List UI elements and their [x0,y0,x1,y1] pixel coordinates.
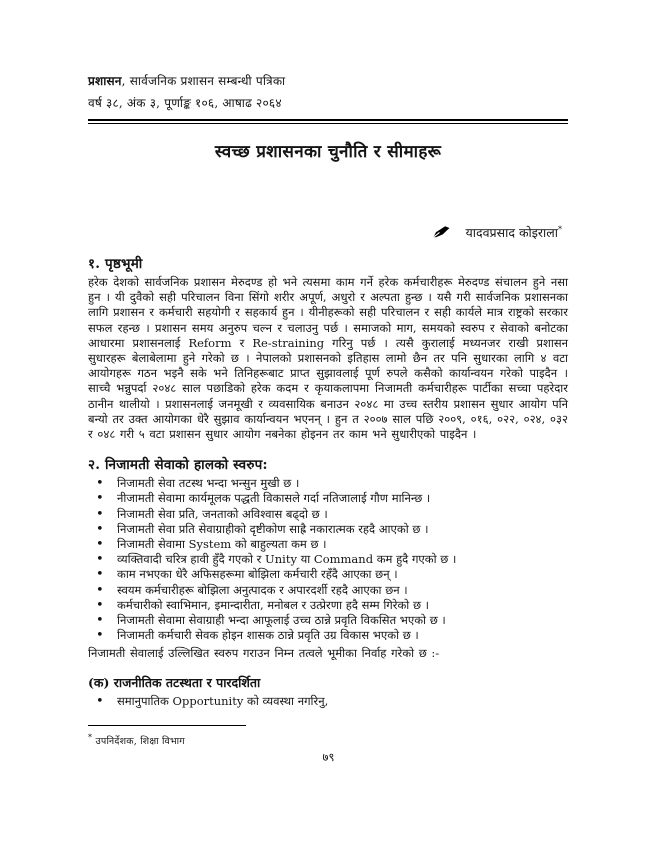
list-item: • निजामती सेवा प्रति सेवाग्राहीको दृष्टीकोण साह्रै नकारात्मक रहदै आएको छ । [88,522,568,537]
section-heading-background: १. पृष्ठभूमी [88,256,143,272]
list-item: • स्वयम कर्मचारीहरू बोझिला अनुत्पादक र अपारदर्शी रहदै आएका छन । [88,583,568,598]
pen-icon [432,224,453,241]
document-page [88,0,568,747]
journal-name-line [88,70,568,92]
list-item: • काम नभएका धेरै अफिसहरूमा बोझिला कर्मचारी रहँदै आएका छन् । [88,567,568,582]
background-paragraph: हरेक देशको सार्वजनिक प्रशासन मेरुदण्ड हो भने त्यसमा काम गर्ने हरेक कर्मचारीहरू मेरुदण्ड संचालन हुने नसा हुन । यी दुवैको सही परिचालन विना सिंगो शरीर अपूर्ण, अधुरो र अल्पता हुन्छ । यसै गरी सार्वजनिक प्रशासनका लागि प्रशासन र कर्मचारी सहयोगी र सहकार्य हुन । यीनीहरूको सही परिचालन र सही कार्यले मात्र राष्ट्रको सरकार सफल रहन्छ । प्रशासन समय अनुरुप चल्न र चलाउनु पर्छ । समाजको माग, समयको स्वरुप र सेवाको बनोटका आधारमा प्रशासनलाई Reform र Re-straining गरिनु पर्छ । त्यसै कुरालाई मध्यनजर राखी प्रशासन सुधारहरू बेलाबेलामा हुने गरेको छ । नेपालको प्रशासनको इतिहास लामो छैन तर पनि सुधारका लागि ४ वटा आयोगहरू गठन भइनै सके भने तिनिहरूबाट प्राप्त सुझावलाई पूर्ण रुपले कसैको कार्यान्वयन गरेको पाइदैन । साच्चै भन्नुपर्दा २०४८ साल पछाडिको हरेक कदम र कृयाकलापमा निजामती कर्मचारीहरू पार्टीका सच्चा पहरेदार ठानीन थालीयो । प्रशासनलाई जनमूखी र व्यवसायिक बनाउन २०४८ मा उच्च स्तरीय प्रशासन सुधार आयोग पनि बन्यो तर उक्त आयोगका धेरै सुझाव कार्यान्वयन भएनन् । हुन त २००७ साल पछि २००९, ०१६, ०२२, ०२४, ०३२ र ०४८ गरी ५ वटा प्रशासन सुधार आयोग नबनेका होइनन तर काम भने सुधारीएको पाइदैन । [88,275,568,442]
sub-heading-factor-a: (क) राजनीतिक तटस्थता र पारदर्शिता [88,674,261,690]
footnote-text: उपनिर्देशक, शिक्षा विभाग [95,736,185,748]
list-item: • निजामती सेवा प्रति, जनताको अविश्वास बढ्दो छ । [88,507,568,522]
journal-subtitle: , सार्वजनिक प्रशासन सम्बन्धी पत्रिका [121,74,286,88]
footnote-marker: * [88,732,93,742]
list-item: • समानुपातिक Opportunity को व्यवस्था नगरिनु, [88,694,568,709]
journal-name: प्रशासन [88,74,122,88]
author-name [465,224,562,241]
page-number: ७९ [322,750,335,764]
author-line [88,224,568,241]
current-form-bullet-list [88,476,568,643]
factor-a-bullet-list [88,694,568,709]
journal-header [88,70,568,124]
list-item: • नीजामती सेवामा कार्यमूलक पद्धती विकासले गर्दा नतिजालाई गौण मानिन्छ । [88,491,568,506]
section-heading-current-form: २. निजामती सेवाको हालको स्वरुप: [88,457,268,474]
list-item: • निजामती कर्मचारी सेवक होइन शासक ठान्ने प्रवृति उग्र विकास भएको छ । [88,628,568,643]
issue-info: वर्ष ३८, अंक ३, पूर्णाङ्क १०६, आषाढ २०६४ [88,96,282,110]
list-item: • व्यक्तिवादी चरित्र हावी हुँदै गएको र Unity या Command कम हुदै गएको छ । [88,552,568,567]
closing-line: निजामती सेवालाई उल्लिखित स्वरुप गराउन निम्न तत्वले भूमीका निर्वाह गरेको छ :- [88,646,440,661]
footnote-divider [88,725,246,726]
article-title: स्वच्छ प्रशासनका चुनौति र सीमाहरू [214,142,442,162]
footnote [88,733,568,747]
list-item: • कर्मचारीको स्वाभिमान, इमान्दारीता, मनोबल र उत्प्रेरणा हदै सम्म गिरेको छ । [88,598,568,613]
header-divider [88,119,568,124]
list-item: • निजामती सेवा तटस्थ भन्दा भन्सुन मुखी छ । [88,476,568,491]
list-item: • निजामती सेवामा System को बाहुल्यता कम छ । [88,537,568,552]
author-footnote-marker: * [558,224,562,234]
list-item: • निजामती सेवामा सेवाग्राही भन्दा आफूलाई उच्च ठान्ने प्रवृति विकसित भएको छ । [88,613,568,628]
author-name-text: यादवप्रसाद कोइराला [465,225,558,240]
